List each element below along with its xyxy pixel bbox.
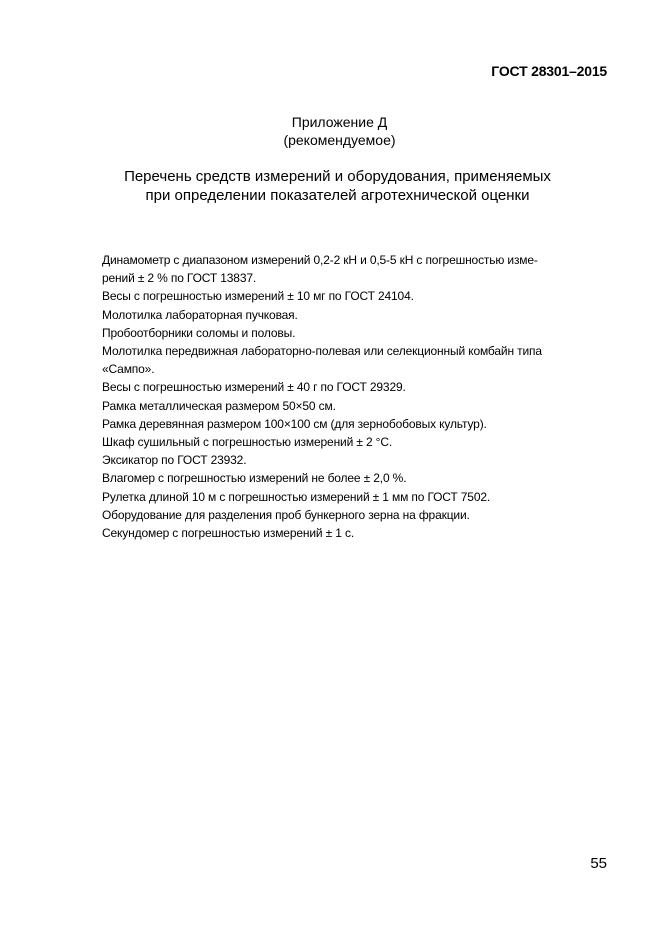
equipment-list — [102, 251, 607, 542]
list-title — [0, 167, 661, 205]
list-item: Секундомер с погрешностью измерений ± 1 с. — [102, 526, 355, 541]
list-item: Весы с погрешностью измерений ± 10 мг по ГОСТ 24104. — [102, 289, 414, 304]
list-item-continuation: рений ± 2 % по ГОСТ 13837. — [102, 271, 257, 286]
list-item-continuation: «Сампо». — [102, 362, 155, 377]
list-item: Молотилка лабораторная пучковая. — [102, 307, 298, 322]
list-item: Шкаф сушильный с погрешностью измерений ± 2 °С. — [102, 435, 393, 450]
appendix-title: Приложение Д — [291, 114, 388, 130]
page-number: 55 — [590, 855, 607, 872]
list-item: Рамка деревянная размером 100×100 см (для зернобобовых культур). — [102, 416, 487, 431]
appendix-status: (рекомендуемое) — [283, 132, 396, 148]
list-item: Оборудование для разделения проб бункерного зерна на фракции. — [102, 507, 470, 522]
list-item: Рамка металлическая размером 50×50 см. — [102, 398, 336, 413]
list-item: Динамометр с диапазоном измерений 0,2-2 кН и 0,5-5 кН с погрешностью изме- — [102, 253, 538, 267]
list-title-line-1: Перечень средств измерений и оборудования, применяемых — [124, 168, 551, 185]
document-code: ГОСТ 28301–2015 — [491, 63, 607, 79]
appendix-heading — [0, 113, 661, 149]
list-item: Эксикатор по ГОСТ 23932. — [102, 453, 247, 468]
list-item: Весы с погрешностью измерений ± 40 г по ГОСТ 29329. — [102, 380, 406, 395]
list-item: Молотилка передвижная лабораторно-полевая или селекционный комбайн типа — [102, 344, 542, 359]
list-item: Пробоотборники соломы и половы. — [102, 325, 296, 340]
list-title-line-2: при определении показателей агротехнической оценки — [145, 187, 530, 204]
list-item: Рулетка длиной 10 м с погрешностью измерений ± 1 мм по ГОСТ 7502. — [102, 489, 491, 504]
list-item: Влагомер с погрешностью измерений не более ± 2,0 %. — [102, 471, 407, 486]
